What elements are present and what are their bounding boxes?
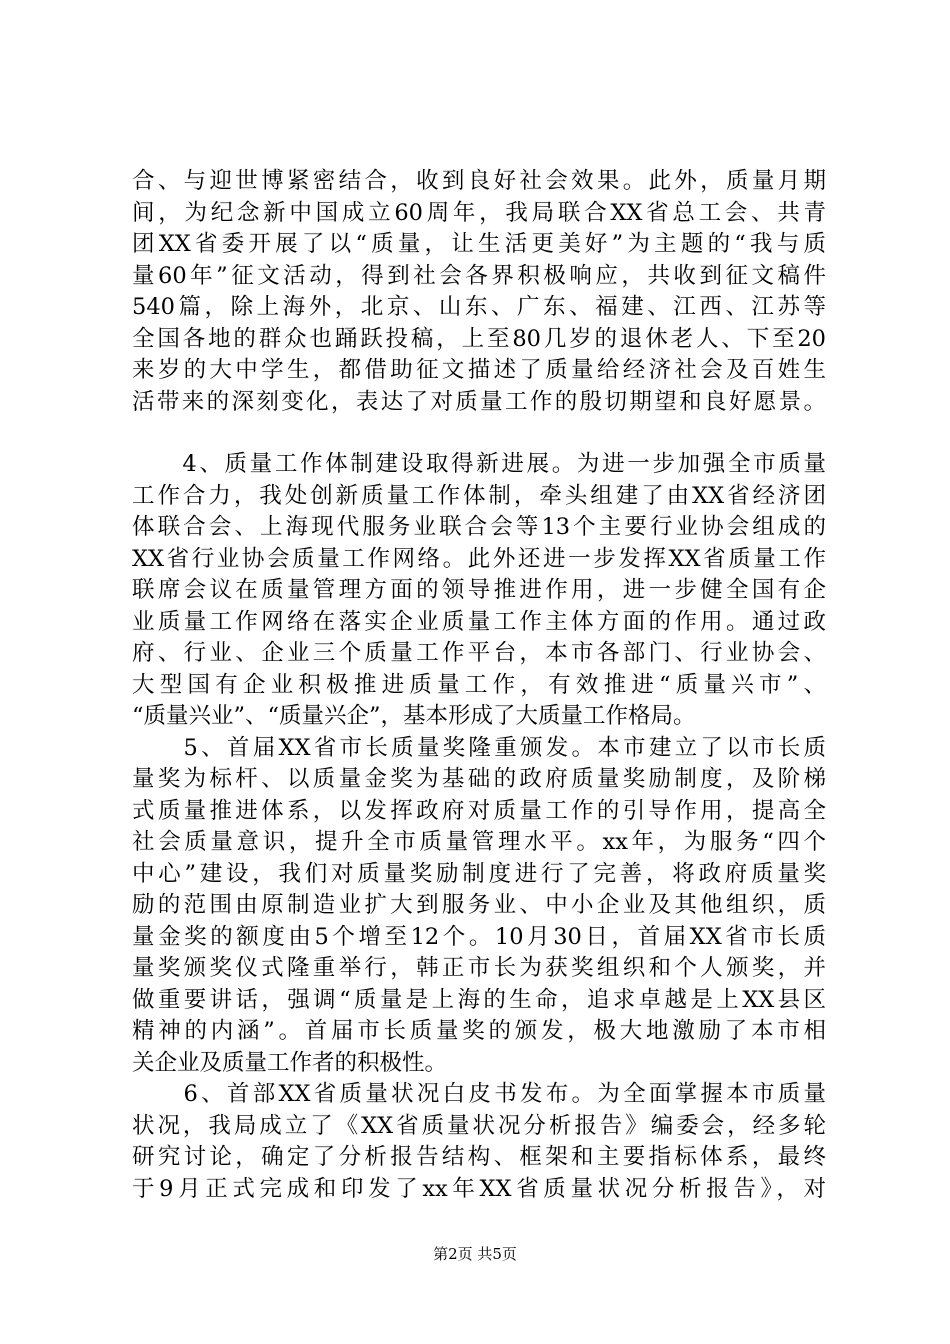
text-line: 研究讨论，确定了分析报告结构、框架和主要指标体系，最终 [132, 1144, 826, 1170]
text-line: 活带来的深刻变化，表达了对质量工作的殷切期望和良好愿景。 [132, 388, 826, 415]
text-line: 励的范围由原制造业扩大到服务业、中小企业及其他组织，质 [132, 892, 826, 918]
paragraph-6 [132, 1079, 826, 1205]
text-line: 量金奖的额度由5个增至12个。10月30日，首届XX省市长质 [132, 923, 826, 950]
text-line: 6、首部XX省质量状况白皮书发布。为全面掌握本市质量 [132, 1081, 826, 1107]
text-line: 团XX省委开展了以“质量，让生活更美好”为主题的“我与质 [132, 231, 826, 257]
text-line: 来岁的大中学生，都借助征文描述了质量给经济社会及百姓生 [132, 357, 826, 383]
text-line: 工作合力，我处创新质量工作体制，牵头组建了由XX省经济团 [132, 482, 826, 509]
text-line: 联席会议在质量管理方面的领导推进作用，进一步健全国有企 [132, 577, 826, 603]
text-line: 5、首届XX省市长质量奖隆重颁发。本市建立了以市长质 [132, 734, 826, 761]
text-line: 体联合会、上海现代服务业联合会等13个主要行业协会组成的 [132, 514, 826, 540]
text-line: 540篇，除上海外，北京、山东、广东、福建、江西、江苏等 [132, 294, 826, 320]
text-line: 业质量工作网络在落实企业质量工作主体方面的作用。通过政 [132, 608, 826, 635]
text-line: 量奖为标杆、以质量金奖为基础的政府质量奖励制度，及阶梯 [132, 766, 826, 792]
text-line: 式质量推进体系，以发挥政府对质量工作的引导作用，提高全 [132, 797, 826, 824]
text-line: 社会质量意识，提升全市质量管理水平。xx年，为服务“四个 [132, 829, 826, 855]
text-line: 全国各地的群众也踊跃投稿，上至80几岁的退休老人、下至20 [132, 325, 826, 352]
paragraph-4 [132, 449, 826, 733]
text-line: 做重要讲话，强调“质量是上海的生命，追求卓越是上XX县区 [132, 986, 826, 1013]
document-body [132, 166, 826, 1205]
text-line: “质量兴业”、“质量兴企”，基本形成了大质量工作格局。 [132, 703, 696, 729]
text-line: 间，为纪念新中国成立60周年，我局联合XX省总工会、共青 [132, 199, 826, 226]
text-line: 大型国有企业积极推进质量工作，有效推进“质量兴市”、 [132, 671, 826, 698]
text-line: 状况，我局成立了《XX省质量状况分析报告》编委会，经多轮 [132, 1112, 826, 1139]
text-line: 量60年”征文活动，得到社会各界积极响应，共收到征文稿件 [132, 262, 826, 289]
text-line: 精神的内涵”。首届市长质量奖的颁发，极大地激励了本市相 [132, 1018, 826, 1044]
text-line: 合、与迎世博紧密结合，收到良好社会效果。此外，质量月期 [132, 168, 826, 194]
page-number-label: 第2页 共5页 [433, 1245, 517, 1263]
text-line: 关企业及质量工作者的积极性。 [132, 1049, 448, 1076]
text-line: 量奖颁奖仪式隆重举行，韩正市长为获奖组织和个人颁奖，并 [132, 955, 826, 981]
text-line: 于9月正式完成和印发了xx年XX省质量状况分析报告》，对 [132, 1175, 826, 1202]
text-line: 府、行业、企业三个质量工作平台，本市各部门、行业协会、 [132, 640, 826, 666]
paragraph-continued [132, 166, 826, 418]
text-line: XX省行业协会质量工作网络。此外还进一步发挥XX省质量工作 [132, 545, 826, 572]
paragraph-gap [132, 418, 826, 449]
text-line: 中心”建设，我们对质量奖励制度进行了完善，将政府质量奖 [132, 860, 826, 887]
paragraph-5 [132, 733, 826, 1080]
text-line: 4、质量工作体制建设取得新进展。为进一步加强全市质量 [132, 451, 826, 477]
page-footer [0, 1244, 950, 1264]
